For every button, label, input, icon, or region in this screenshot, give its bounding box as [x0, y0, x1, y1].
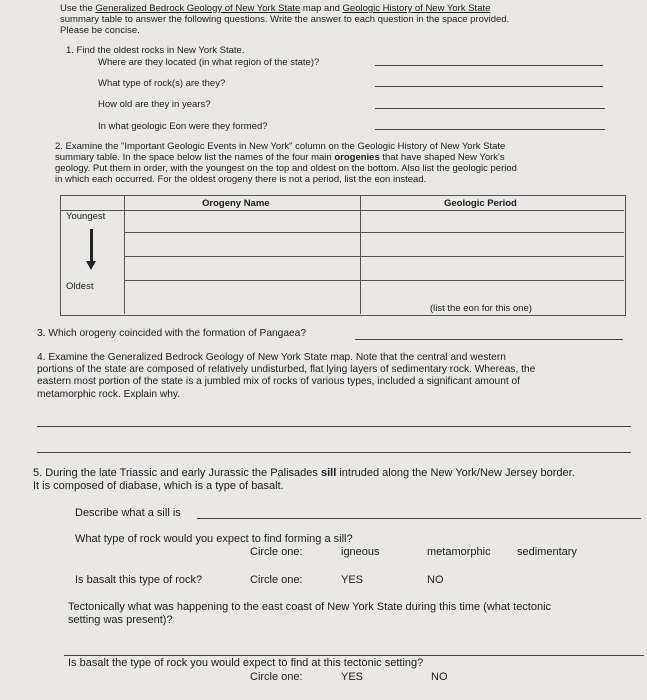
rock-type-question: What type of rock would you expect to find forming a sill? [75, 533, 353, 545]
geologic-history-link[interactable]: Geologic History of New York State [342, 3, 491, 14]
tectonic-question-line-1: Tectonically what was happening to the east coast of New York State during this time (what tectonic [68, 601, 552, 613]
q2-line-2c: that have shaped New York's [379, 152, 505, 163]
tectonic-answer-line[interactable] [64, 655, 644, 656]
q5-line-1a: 5. During the late Triassic and early Jurassic the Palisades [33, 467, 321, 479]
q4-line-2: portions of the state are composed of relatively undisturbed, flat lying layers of sedimentary rock. Whereas, the [37, 364, 536, 375]
q1-c-answer-line[interactable] [375, 108, 605, 109]
q1-a-label: Where are they located (in what region of the state)? [98, 57, 320, 68]
col-orogeny-name: Orogeny Name [202, 198, 270, 209]
bedrock-map-link[interactable]: Generalized Bedrock Geology of New York State [95, 3, 301, 14]
q4-line-4: metamorphic rock. Explain why. [37, 389, 181, 400]
q1-d-answer-line[interactable] [375, 129, 605, 130]
col-geologic-period: Geologic Period [444, 198, 517, 209]
intro-prefix: Use the [60, 3, 96, 14]
intro-line-3: Please be concise. [60, 25, 140, 36]
describe-sill-answer-line[interactable] [197, 518, 641, 519]
describe-sill-label: Describe what a sill is [75, 507, 181, 519]
option-no-1[interactable]: NO [427, 574, 444, 586]
table-row-rule-2 [125, 256, 624, 257]
q4-answer-line-2[interactable] [37, 452, 631, 453]
q4-line-1: 4. Examine the Generalized Bedrock Geology of New York State map. Note that the central and western [37, 352, 506, 363]
table-divider-mid [360, 196, 361, 314]
circle-one-label-3: Circle one: [250, 671, 303, 683]
sill-term: sill [320, 467, 337, 479]
option-no-2[interactable]: NO [431, 671, 448, 683]
table-divider-left [124, 196, 125, 314]
table-header-rule [61, 210, 624, 211]
intro-middle: map and [300, 3, 343, 14]
q5-line-1 [33, 467, 575, 480]
tectonic-question-line-2: setting was present)? [68, 614, 173, 626]
q2-line-4: in which each occurred. For the oldest orogeny there is not a period, list the eon instead. [55, 174, 427, 185]
option-yes-1[interactable]: YES [341, 574, 364, 586]
q3-answer-line[interactable] [355, 339, 623, 340]
q1-a-answer-line[interactable] [375, 65, 603, 66]
circle-one-label-1: Circle one: [250, 546, 303, 558]
arrow-head-icon [86, 261, 96, 270]
oldest-label: Oldest [66, 281, 94, 292]
down-arrow-icon [90, 229, 93, 262]
q1-c-label: How old are they in years? [98, 99, 211, 110]
table-row-rule-1 [125, 232, 624, 233]
option-yes-2[interactable]: YES [341, 671, 364, 683]
orogenies-term: orogenies [334, 152, 380, 163]
q2-line-3: geology. Put them in order, with the youngest on the top and oldest on the bottom. Also list the geologic period [55, 163, 517, 174]
option-igneous[interactable]: igneous [341, 546, 380, 558]
q2-line-2a: summary table. In the space below list the names of the four main [55, 152, 335, 163]
q1-d-label: In what geologic Eon were they formed? [98, 121, 268, 132]
q4-answer-line-1[interactable] [37, 426, 631, 427]
q1-title: 1. Find the oldest rocks in New York State. [66, 45, 245, 56]
q5-line-2: It is composed of diabase, which is a type of basalt. [33, 480, 284, 492]
q2-line-1: 2. Examine the "Important Geologic Events in New York" column on the Geologic History of New York State [55, 141, 506, 152]
basalt-setting-question: Is basalt the type of rock you would expect to find at this tectonic setting? [68, 657, 424, 669]
q4-line-3: eastern most portion of the state is a jumbled mix of rocks of various types, included a significant amount of [37, 376, 521, 387]
q3-text: 3. Which orogeny coincided with the formation of Pangaea? [37, 328, 306, 339]
option-sedimentary[interactable]: sedimentary [517, 546, 577, 558]
intro-line-2: summary table to answer the following questions. Write the answer to each question in the space provided. [60, 14, 510, 25]
q5-line-1c: intruded along the New York/New Jersey border. [336, 467, 575, 479]
basalt-type-question: Is basalt this type of rock? [75, 574, 203, 586]
option-metamorphic[interactable]: metamorphic [427, 546, 491, 558]
eon-note: (list the eon for this one) [430, 303, 532, 314]
q1-b-label: What type of rock(s) are they? [98, 78, 226, 89]
q1-b-answer-line[interactable] [375, 86, 603, 87]
youngest-label: Youngest [66, 211, 106, 222]
circle-one-label-2: Circle one: [250, 574, 303, 586]
table-row-rule-3 [125, 280, 624, 281]
